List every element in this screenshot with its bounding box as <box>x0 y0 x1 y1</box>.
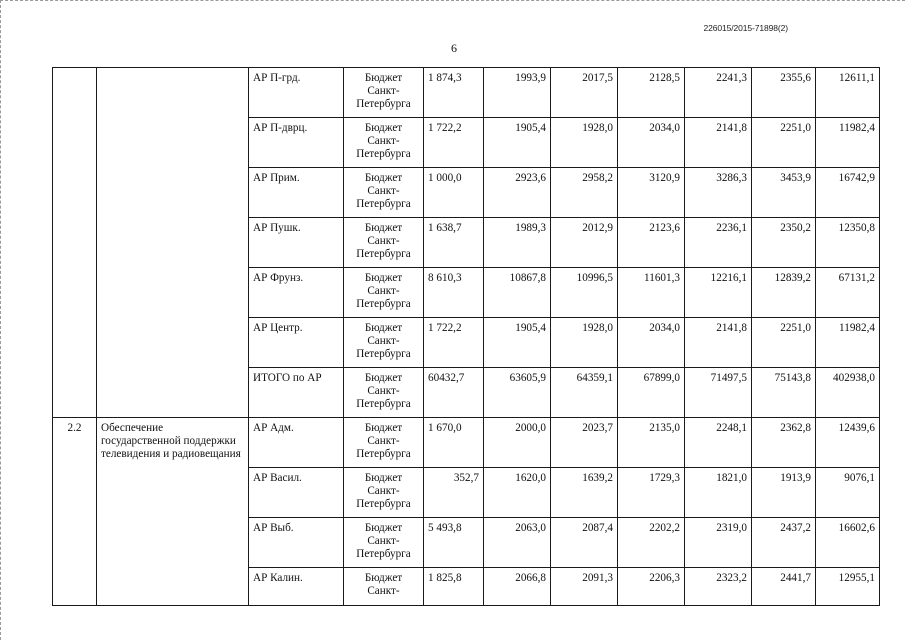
district-cell: ИТОГО по АР <box>249 368 344 418</box>
funding-source-cell: Бюджет Санкт-Петербурга <box>344 518 424 568</box>
funding-source-cell: Бюджет Санкт-Петербурга <box>344 368 424 418</box>
value-cell: 3286,3 <box>685 168 752 218</box>
value-cell: 2017,5 <box>551 68 618 118</box>
funding-source-cell: Бюджет Санкт-Петербурга <box>344 118 424 168</box>
value-cell: 11601,3 <box>618 268 685 318</box>
district-cell: АР Прим. <box>249 168 344 218</box>
value-cell: 2034,0 <box>618 318 685 368</box>
funding-source-cell: Бюджет Санкт-Петербурга <box>344 218 424 268</box>
value-cell: 12216,1 <box>685 268 752 318</box>
value-cell: 1 670,0 <box>424 418 484 468</box>
value-cell: 2241,3 <box>685 68 752 118</box>
value-cell: 2958,2 <box>551 168 618 218</box>
value-cell: 1989,3 <box>484 218 551 268</box>
group-number-cell <box>53 68 97 418</box>
value-cell: 1 638,7 <box>424 218 484 268</box>
table-row <box>53 418 880 468</box>
document-code: 226015/2015-71898(2) <box>703 23 788 33</box>
total-cell: 11982,4 <box>816 118 880 168</box>
value-cell: 1905,4 <box>484 118 551 168</box>
value-cell: 1 825,8 <box>424 568 484 606</box>
district-cell: АР Пушк. <box>249 218 344 268</box>
section-number: 2.2 <box>53 418 97 606</box>
page-number: 6 <box>451 41 457 55</box>
funding-source-cell: Бюджет Санкт-Петербурга <box>344 418 424 468</box>
total-cell: 16742,9 <box>816 168 880 218</box>
funding-source-cell: Бюджет Санкт- <box>344 568 424 606</box>
total-cell: 67131,2 <box>816 268 880 318</box>
value-cell: 2066,8 <box>484 568 551 606</box>
value-cell: 2350,2 <box>752 218 816 268</box>
value-cell: 1639,2 <box>551 468 618 518</box>
total-cell: 16602,6 <box>816 518 880 568</box>
value-cell: 1 722,2 <box>424 118 484 168</box>
value-cell: 2063,0 <box>484 518 551 568</box>
district-cell: АР Васил. <box>249 468 344 518</box>
value-cell: 2087,4 <box>551 518 618 568</box>
scan-frame-top <box>0 0 905 1</box>
value-cell: 3120,9 <box>618 168 685 218</box>
district-cell: АР Выб. <box>249 518 344 568</box>
value-cell: 64359,1 <box>551 368 618 418</box>
total-cell: 11982,4 <box>816 318 880 368</box>
value-cell: 2202,2 <box>618 518 685 568</box>
table-row <box>53 68 880 118</box>
value-cell: 2091,3 <box>551 568 618 606</box>
total-cell: 12350,8 <box>816 218 880 268</box>
district-cell: АР Центр. <box>249 318 344 368</box>
value-cell: 10867,8 <box>484 268 551 318</box>
funding-source-cell: Бюджет Санкт-Петербурга <box>344 268 424 318</box>
value-cell: 2437,2 <box>752 518 816 568</box>
value-cell: 2012,9 <box>551 218 618 268</box>
value-cell: 1 722,2 <box>424 318 484 368</box>
district-cell: АР Фрунз. <box>249 268 344 318</box>
value-cell: 2206,3 <box>618 568 685 606</box>
district-cell: АР Калин. <box>249 568 344 606</box>
value-cell: 1993,9 <box>484 68 551 118</box>
budget-table <box>52 67 880 606</box>
value-cell: 2236,1 <box>685 218 752 268</box>
value-cell: 2251,0 <box>752 118 816 168</box>
value-cell: 2000,0 <box>484 418 551 468</box>
value-cell: 67899,0 <box>618 368 685 418</box>
district-cell: АР Адм. <box>249 418 344 468</box>
value-cell: 2251,0 <box>752 318 816 368</box>
funding-source-cell: Бюджет Санкт-Петербурга <box>344 168 424 218</box>
value-cell: 1928,0 <box>551 118 618 168</box>
scan-frame-left <box>0 0 1 640</box>
value-cell: 2128,5 <box>618 68 685 118</box>
total-cell: 9076,1 <box>816 468 880 518</box>
value-cell: 2034,0 <box>618 118 685 168</box>
value-cell: 2441,7 <box>752 568 816 606</box>
value-cell: 1821,0 <box>685 468 752 518</box>
value-cell: 75143,8 <box>752 368 816 418</box>
value-cell: 1928,0 <box>551 318 618 368</box>
district-cell: АР П-дврц. <box>249 118 344 168</box>
value-cell: 1620,0 <box>484 468 551 518</box>
value-cell: 1 874,3 <box>424 68 484 118</box>
section-title: Обеспечение государственной поддержки телевидения и радиовещания <box>97 418 249 606</box>
value-cell: 2319,0 <box>685 518 752 568</box>
value-cell: 2141,8 <box>685 118 752 168</box>
value-cell: 8 610,3 <box>424 268 484 318</box>
total-cell: 12611,1 <box>816 68 880 118</box>
value-cell: 12839,2 <box>752 268 816 318</box>
total-cell: 12955,1 <box>816 568 880 606</box>
value-cell: 352,7 <box>424 468 484 518</box>
total-cell: 12439,6 <box>816 418 880 468</box>
value-cell: 60432,7 <box>424 368 484 418</box>
value-cell: 2248,1 <box>685 418 752 468</box>
value-cell: 1 000,0 <box>424 168 484 218</box>
funding-source-cell: Бюджет Санкт-Петербурга <box>344 468 424 518</box>
district-cell: АР П-грд. <box>249 68 344 118</box>
value-cell: 10996,5 <box>551 268 618 318</box>
value-cell: 2123,6 <box>618 218 685 268</box>
value-cell: 2141,8 <box>685 318 752 368</box>
value-cell: 5 493,8 <box>424 518 484 568</box>
value-cell: 1729,3 <box>618 468 685 518</box>
value-cell: 1905,4 <box>484 318 551 368</box>
value-cell: 3453,9 <box>752 168 816 218</box>
total-cell: 402938,0 <box>816 368 880 418</box>
funding-source-cell: Бюджет Санкт-Петербурга <box>344 318 424 368</box>
value-cell: 2135,0 <box>618 418 685 468</box>
value-cell: 2023,7 <box>551 418 618 468</box>
value-cell: 2323,2 <box>685 568 752 606</box>
funding-source-cell: Бюджет Санкт-Петербурга <box>344 68 424 118</box>
group-description-cell <box>97 68 249 418</box>
value-cell: 2362,8 <box>752 418 816 468</box>
value-cell: 63605,9 <box>484 368 551 418</box>
value-cell: 2923,6 <box>484 168 551 218</box>
value-cell: 1913,9 <box>752 468 816 518</box>
value-cell: 71497,5 <box>685 368 752 418</box>
value-cell: 2355,6 <box>752 68 816 118</box>
